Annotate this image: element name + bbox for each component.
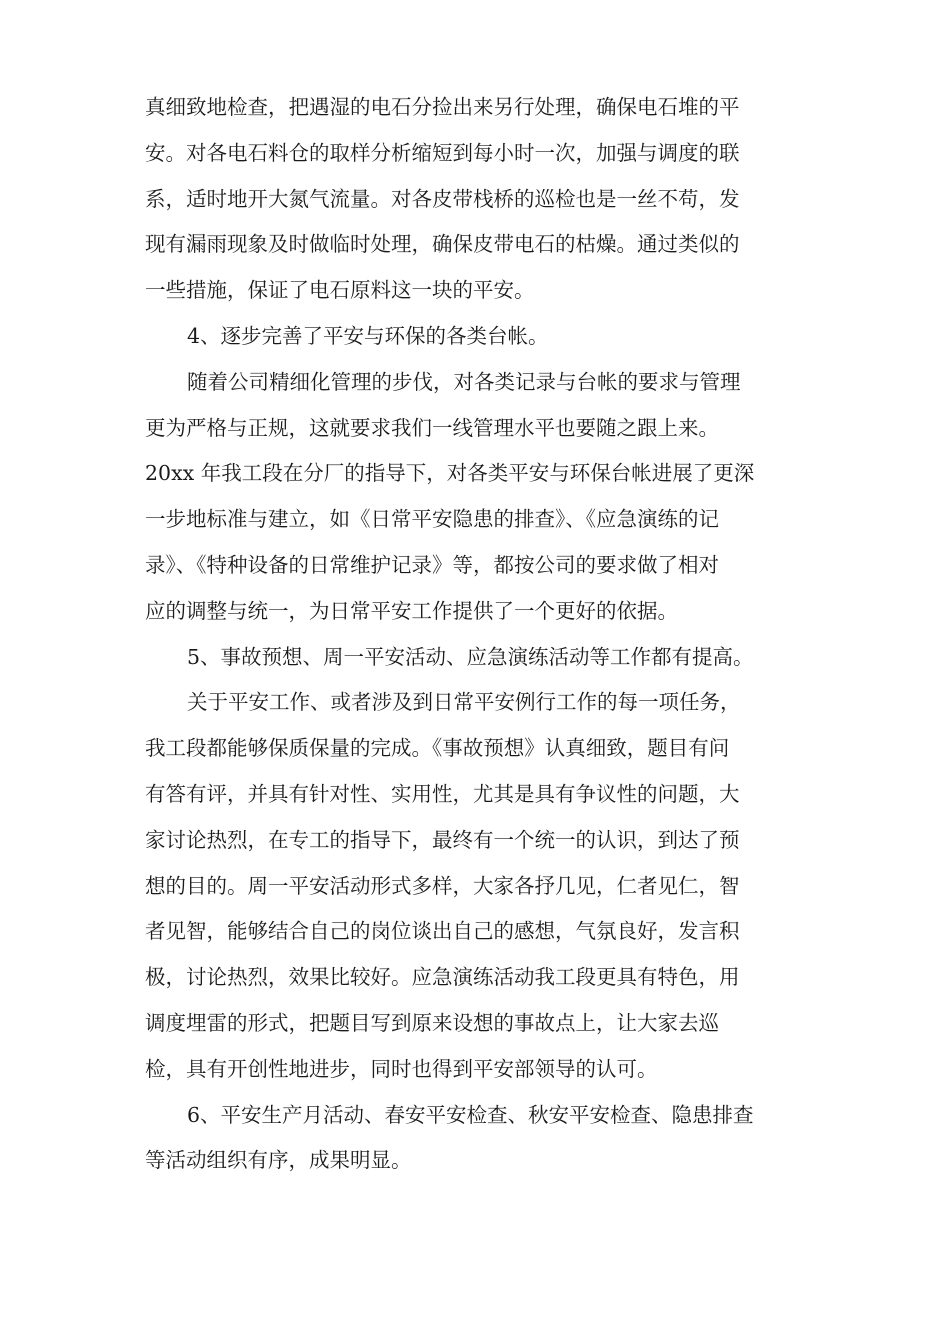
text-line: 调度埋雷的形式，把题目写到原来设想的事故点上，让大家去巡 <box>145 1010 719 1035</box>
text-line: 等活动组织有序，成果明显。 <box>145 1148 412 1173</box>
text-line: 随着公司精细化管理的步伐，对各类记录与台帐的要求与管理 <box>187 369 741 394</box>
text-line: 系，适时地开大氮气流量。对各皮带栈桥的巡检也是一丝不苟，发 <box>145 186 740 211</box>
text-line: 家讨论热烈，在专工的指导下，最终有一个统一的认识，到达了预 <box>145 827 740 852</box>
text-line: 安。对各电石料仓的取样分析缩短到每小时一次，加强与调度的联 <box>145 140 740 165</box>
text-line: 一步地标准与建立，如《日常平安隐患的排查》、《应急演练的记 <box>145 507 719 532</box>
text-line: 一些措施，保证了电石原料这一块的平安。 <box>145 278 535 303</box>
text-line: 现有漏雨现象及时做临时处理，确保皮带电石的枯燥。通过类似的 <box>145 232 740 257</box>
section-heading-4: 4、逐步完善了平安与环保的各类台帐。 <box>187 323 549 348</box>
section-heading-5: 5、事故预想、周一平安活动、应急演练活动等工作都有提高。 <box>187 644 754 669</box>
text-line: 有答有评，并具有针对性、实用性，尤其是具有争议性的问题，大 <box>145 781 740 806</box>
text-line: 想的目的。周一平安活动形式多样，大家各抒几见，仁者见仁，智 <box>145 873 740 898</box>
text-line: 20xx 年我工段在分厂的指导下，对各类平安与环保台帐进展了更深 <box>145 461 755 486</box>
text-line: 录》、《特种设备的日常维护记录》等，都按公司的要求做了相对 <box>145 552 719 577</box>
text-line: 关于平安工作、或者涉及到日常平安例行工作的每一项任务， <box>187 690 741 715</box>
text-line: 真细致地检查，把遇湿的电石分捡出来另行处理，确保电石堆的平 <box>145 95 740 119</box>
section-heading-6: 6、平安生产月活动、春安平安检查、秋安平安检查、隐患排查 <box>187 1102 754 1127</box>
text-line: 我工段都能够保质保量的完成。《事故预想》认真细致，题目有问 <box>145 736 730 761</box>
text-line: 应的调整与统一，为日常平安工作提供了一个更好的依据。 <box>145 598 678 623</box>
text-line: 检，具有开创性地进步，同时也得到平安部领导的认可。 <box>145 1056 658 1081</box>
text-line: 更为严格与正规，这就要求我们一线管理水平也要随之跟上来。 <box>145 415 719 440</box>
text-line: 极，讨论热烈，效果比较好。应急演练活动我工段更具有特色，用 <box>145 965 740 990</box>
document-body <box>145 85 815 1184</box>
text-line: 者见智，能够结合自己的岗位谈出自己的感想，气氛良好，发言积 <box>145 919 740 944</box>
